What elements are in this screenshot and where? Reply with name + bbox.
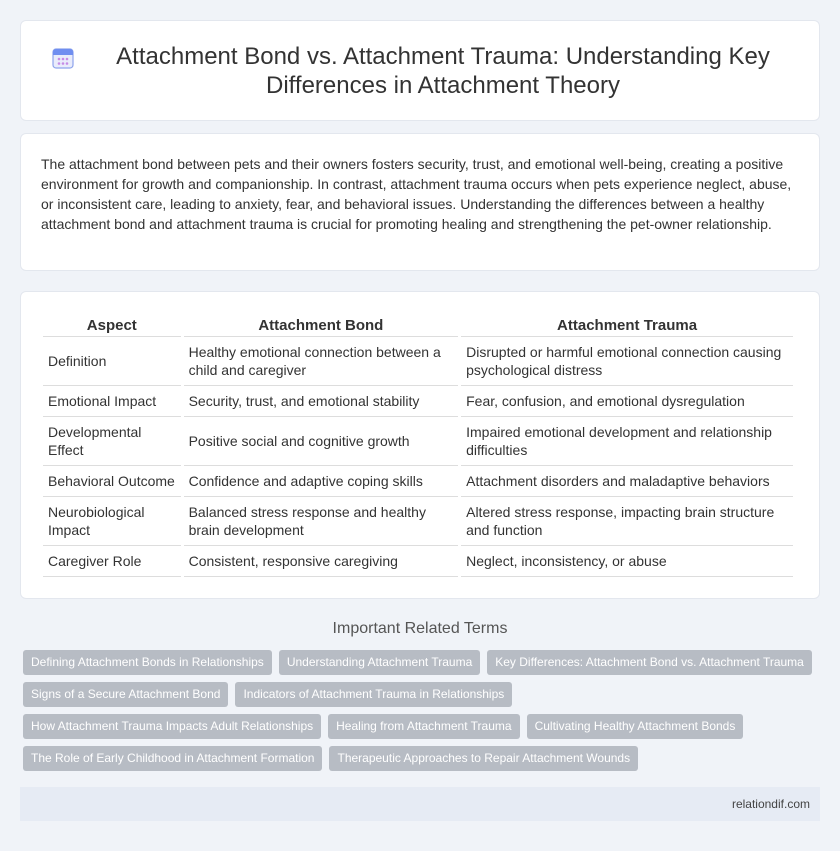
cell-trauma: Disrupted or harmful emotional connection causing psychological distress [461, 337, 793, 386]
intro-card [20, 133, 820, 271]
cell-bond: Positive social and cognitive growth [184, 417, 459, 466]
cell-bond: Balanced stress response and healthy brain development [184, 497, 459, 546]
cell-trauma: Altered stress response, impacting brain structure and function [461, 497, 793, 546]
cell-trauma: Impaired emotional development and relationship difficulties [461, 417, 793, 466]
intro-paragraph: The attachment bond between pets and their owners fosters security, trust, and emotional well-being, creating a positive environment for growth and companionship. In contrast, attachment trauma occurs when pets experience neglect, abuse, or inconsistent care, leading to anxiety, fear, and behavioral issues. Understanding the differences between a healthy attachment bond and attachment trauma is crucial for promoting healing and strengthening the pet-owner relationship. [41, 156, 792, 232]
header-aspect: Aspect [43, 312, 181, 337]
related-term-tag[interactable]: Indicators of Attachment Trauma in Relationships [235, 682, 512, 707]
table-row [43, 466, 793, 497]
table-row [43, 337, 793, 386]
related-terms-heading: Important Related Terms [332, 620, 508, 637]
footer [20, 787, 820, 821]
related-terms-section [20, 620, 820, 778]
cell-aspect: Emotional Impact [43, 386, 181, 417]
header-attachment-bond: Attachment Bond [184, 312, 459, 337]
calendar-icon [50, 45, 76, 71]
cell-aspect: Developmental Effect [43, 417, 181, 466]
table-row [43, 546, 793, 577]
related-term-tag[interactable]: How Attachment Trauma Impacts Adult Relationships [23, 714, 321, 739]
cell-aspect: Definition [43, 337, 181, 386]
cell-trauma: Neglect, inconsistency, or abuse [461, 546, 793, 577]
comparison-table-card [20, 291, 820, 599]
related-term-tag[interactable]: The Role of Early Childhood in Attachment Formation [23, 746, 322, 771]
related-term-tag[interactable]: Signs of a Secure Attachment Bond [23, 682, 228, 707]
header-attachment-trauma: Attachment Trauma [461, 312, 793, 337]
related-terms-tags [20, 650, 820, 778]
table-row [43, 417, 793, 466]
cell-bond: Security, trust, and emotional stability [184, 386, 459, 417]
cell-bond: Confidence and adaptive coping skills [184, 466, 459, 497]
related-term-tag[interactable]: Understanding Attachment Trauma [279, 650, 480, 675]
cell-bond: Consistent, responsive caregiving [184, 546, 459, 577]
comparison-table [40, 312, 796, 577]
footer-site-link[interactable]: relationdif.com [731, 797, 810, 811]
title-card [20, 20, 820, 121]
related-term-tag[interactable]: Healing from Attachment Trauma [328, 714, 519, 739]
related-term-tag[interactable]: Defining Attachment Bonds in Relationships [23, 650, 272, 675]
cell-bond: Healthy emotional connection between a child and caregiver [184, 337, 459, 386]
cell-trauma: Attachment disorders and maladaptive behaviors [461, 466, 793, 497]
table-row [43, 497, 793, 546]
cell-aspect: Caregiver Role [43, 546, 181, 577]
page-title: Attachment Bond vs. Attachment Trauma: Understanding Key Differences in Attachment Theory [116, 42, 770, 99]
related-term-tag[interactable]: Cultivating Healthy Attachment Bonds [527, 714, 744, 739]
table-row [43, 386, 793, 417]
related-term-tag[interactable]: Therapeutic Approaches to Repair Attachment Wounds [329, 746, 638, 771]
cell-aspect: Behavioral Outcome [43, 466, 181, 497]
cell-trauma: Fear, confusion, and emotional dysregulation [461, 386, 793, 417]
cell-aspect: Neurobiological Impact [43, 497, 181, 546]
table-header-row [43, 312, 793, 337]
related-term-tag[interactable]: Key Differences: Attachment Bond vs. Attachment Trauma [487, 650, 812, 675]
